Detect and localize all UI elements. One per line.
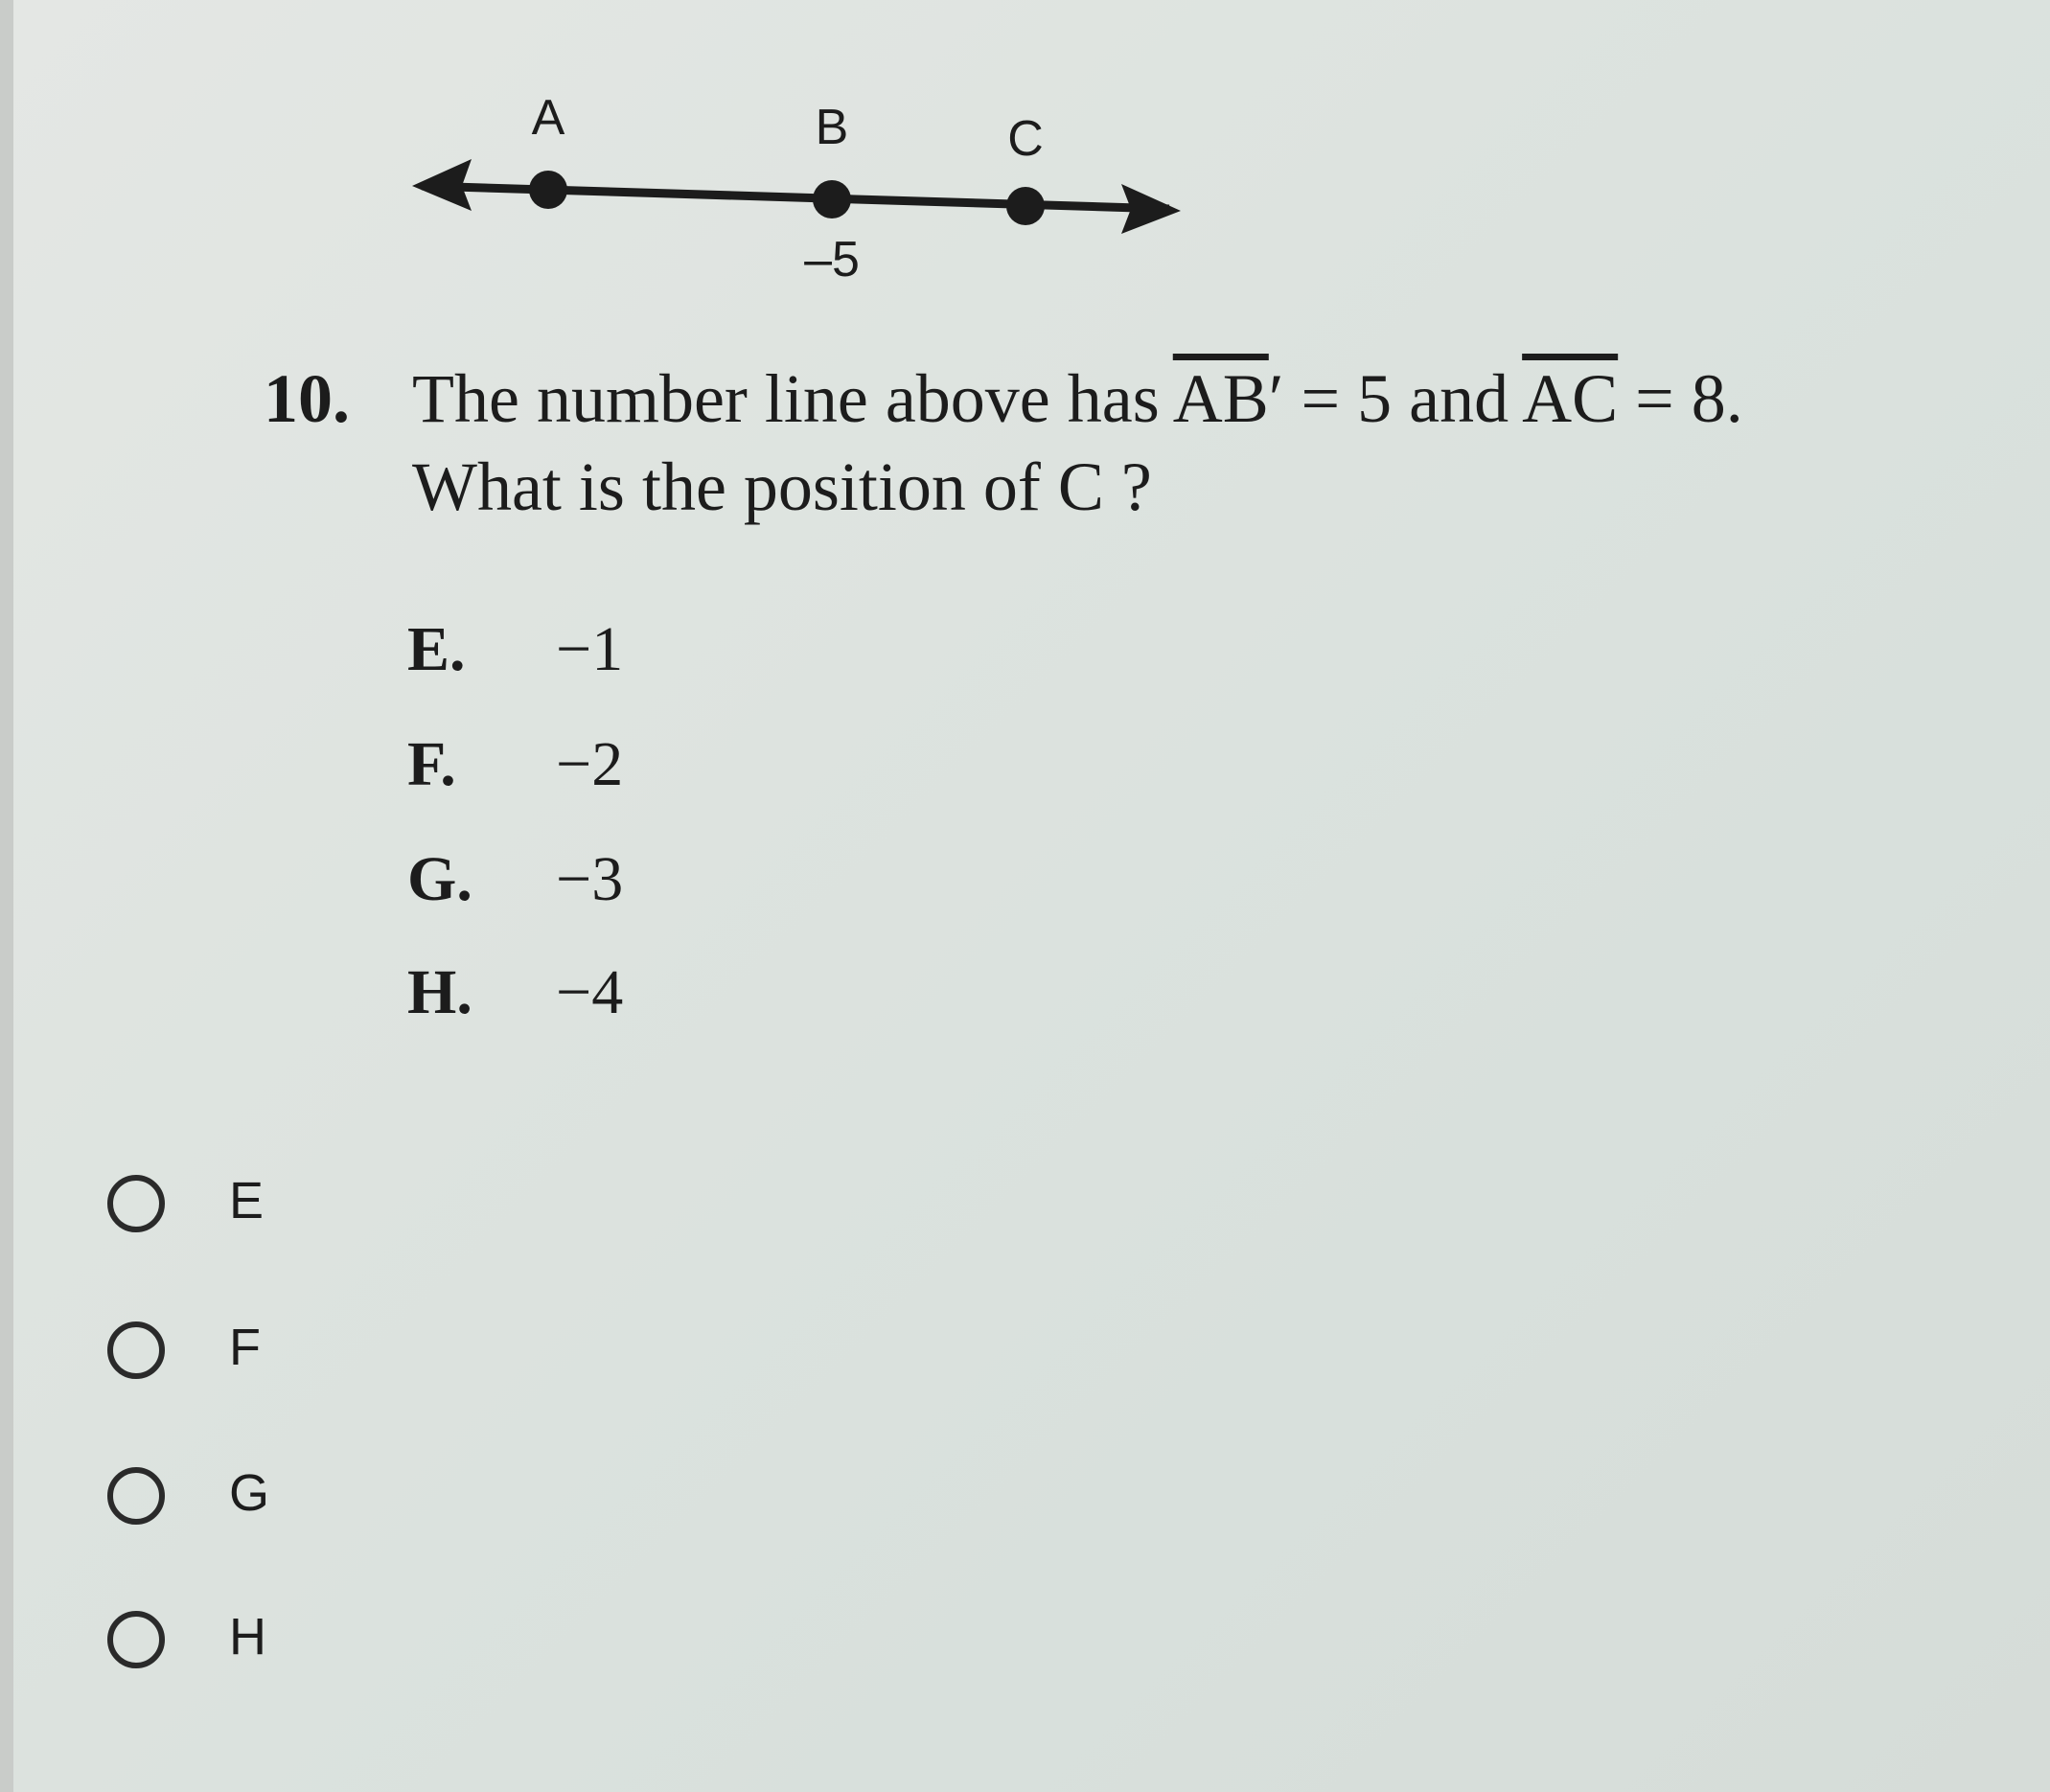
option-f[interactable] [107,1316,357,1392]
segment-ac: $\overline{AC}$ [1522,360,1619,437]
option-e[interactable] [107,1169,357,1246]
option-h[interactable] [107,1605,357,1682]
point-a-label: A [531,90,565,146]
point-c-dot [1006,187,1045,225]
radio-button[interactable] [107,1175,165,1232]
question-line-1-start: The number line above has [412,360,1173,437]
number-line-figure [403,86,1188,307]
radio-button[interactable] [107,1321,165,1379]
page-edge [0,0,13,1792]
question-line-1 [412,355,1743,443]
point-b-dot [813,180,851,218]
point-a-dot [529,171,567,209]
segment-ab-tail: ′ = 5 and [1268,360,1523,437]
question-number: 10. [264,360,350,437]
segment-ac-tail: = 8. [1618,360,1743,437]
option-label[interactable]: H [229,1608,266,1666]
choice-letter: F. [407,729,456,799]
question-line-2: What is the position of C ? [412,448,1152,525]
option-label[interactable]: F [229,1319,261,1376]
point-b-label: B [815,100,849,155]
choice-value: −3 [556,844,624,914]
point-b-value-label: –5 [804,232,860,287]
choice-letter: G. [407,844,472,914]
radio-button[interactable] [107,1611,165,1668]
choice-letter: H. [407,957,472,1027]
question-text [412,355,1743,531]
option-label[interactable]: E [229,1172,265,1229]
segment-ab: $\overline{AB}$ [1172,360,1269,437]
choice-value: −1 [556,614,624,684]
radio-button[interactable] [107,1467,165,1525]
option-g[interactable] [107,1461,357,1538]
choice-value: −4 [556,957,624,1027]
option-label[interactable]: G [229,1464,270,1522]
choice-letter: E. [407,614,466,684]
point-c-label: C [1007,111,1044,167]
choice-value: −2 [556,729,624,799]
